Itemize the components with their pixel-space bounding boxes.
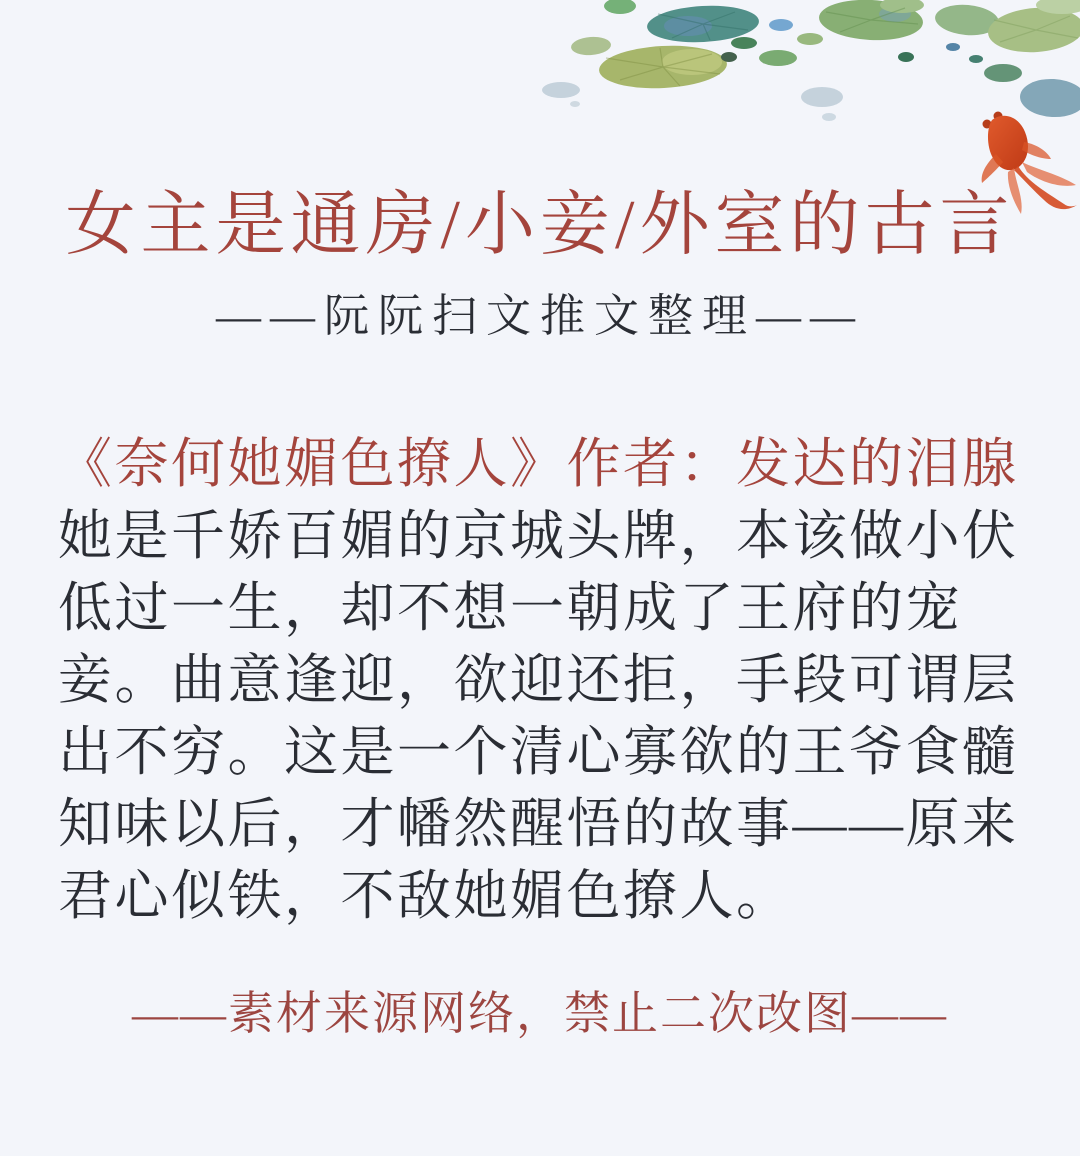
lily-pad	[721, 52, 737, 62]
story-line: 出不穷。这是一个清心寡欲的王爷食髓	[58, 722, 1019, 782]
lily-pad	[797, 33, 823, 45]
lily-pad	[570, 36, 611, 57]
story-line: 她是千娇百媚的京城头牌，本该做小伏	[58, 506, 1019, 566]
lily-pad	[801, 87, 843, 107]
story-line: 君心似铁，不敌她媚色撩人。	[58, 866, 793, 926]
story-line: 知味以后，才幡然醒悟的故事——原来	[58, 794, 1019, 854]
lily-pad	[769, 19, 793, 31]
lily-pad	[898, 52, 914, 62]
lily-pad	[731, 37, 757, 49]
lily-pad	[946, 43, 960, 51]
lily-pad	[570, 101, 580, 107]
goldfish-fin	[982, 154, 1003, 183]
story-line: 低过一生，却不想一朝成了王府的宠	[58, 578, 962, 638]
book-description	[58, 428, 1023, 932]
story-line: 妾。曲意逢迎，欲迎还拒，手段可谓层	[58, 650, 1019, 710]
lily-pad	[604, 0, 636, 14]
footer-notice: ——素材来源网络，禁止二次改图——	[132, 988, 948, 1039]
lily-pad	[822, 113, 836, 121]
lily-pad	[542, 82, 580, 98]
subtitle: ——阮阮扫文推文整理——	[215, 291, 864, 341]
lily-pad	[984, 64, 1022, 82]
page-title: 女主是通房/小妾/外室的古言	[65, 187, 1015, 264]
book-title-line: 《奈何她媚色撩人》作者：发达的泪腺	[58, 434, 1019, 494]
lily-pad	[759, 50, 797, 66]
lily-pad-highlight	[664, 16, 712, 36]
lily-pad	[969, 55, 983, 63]
